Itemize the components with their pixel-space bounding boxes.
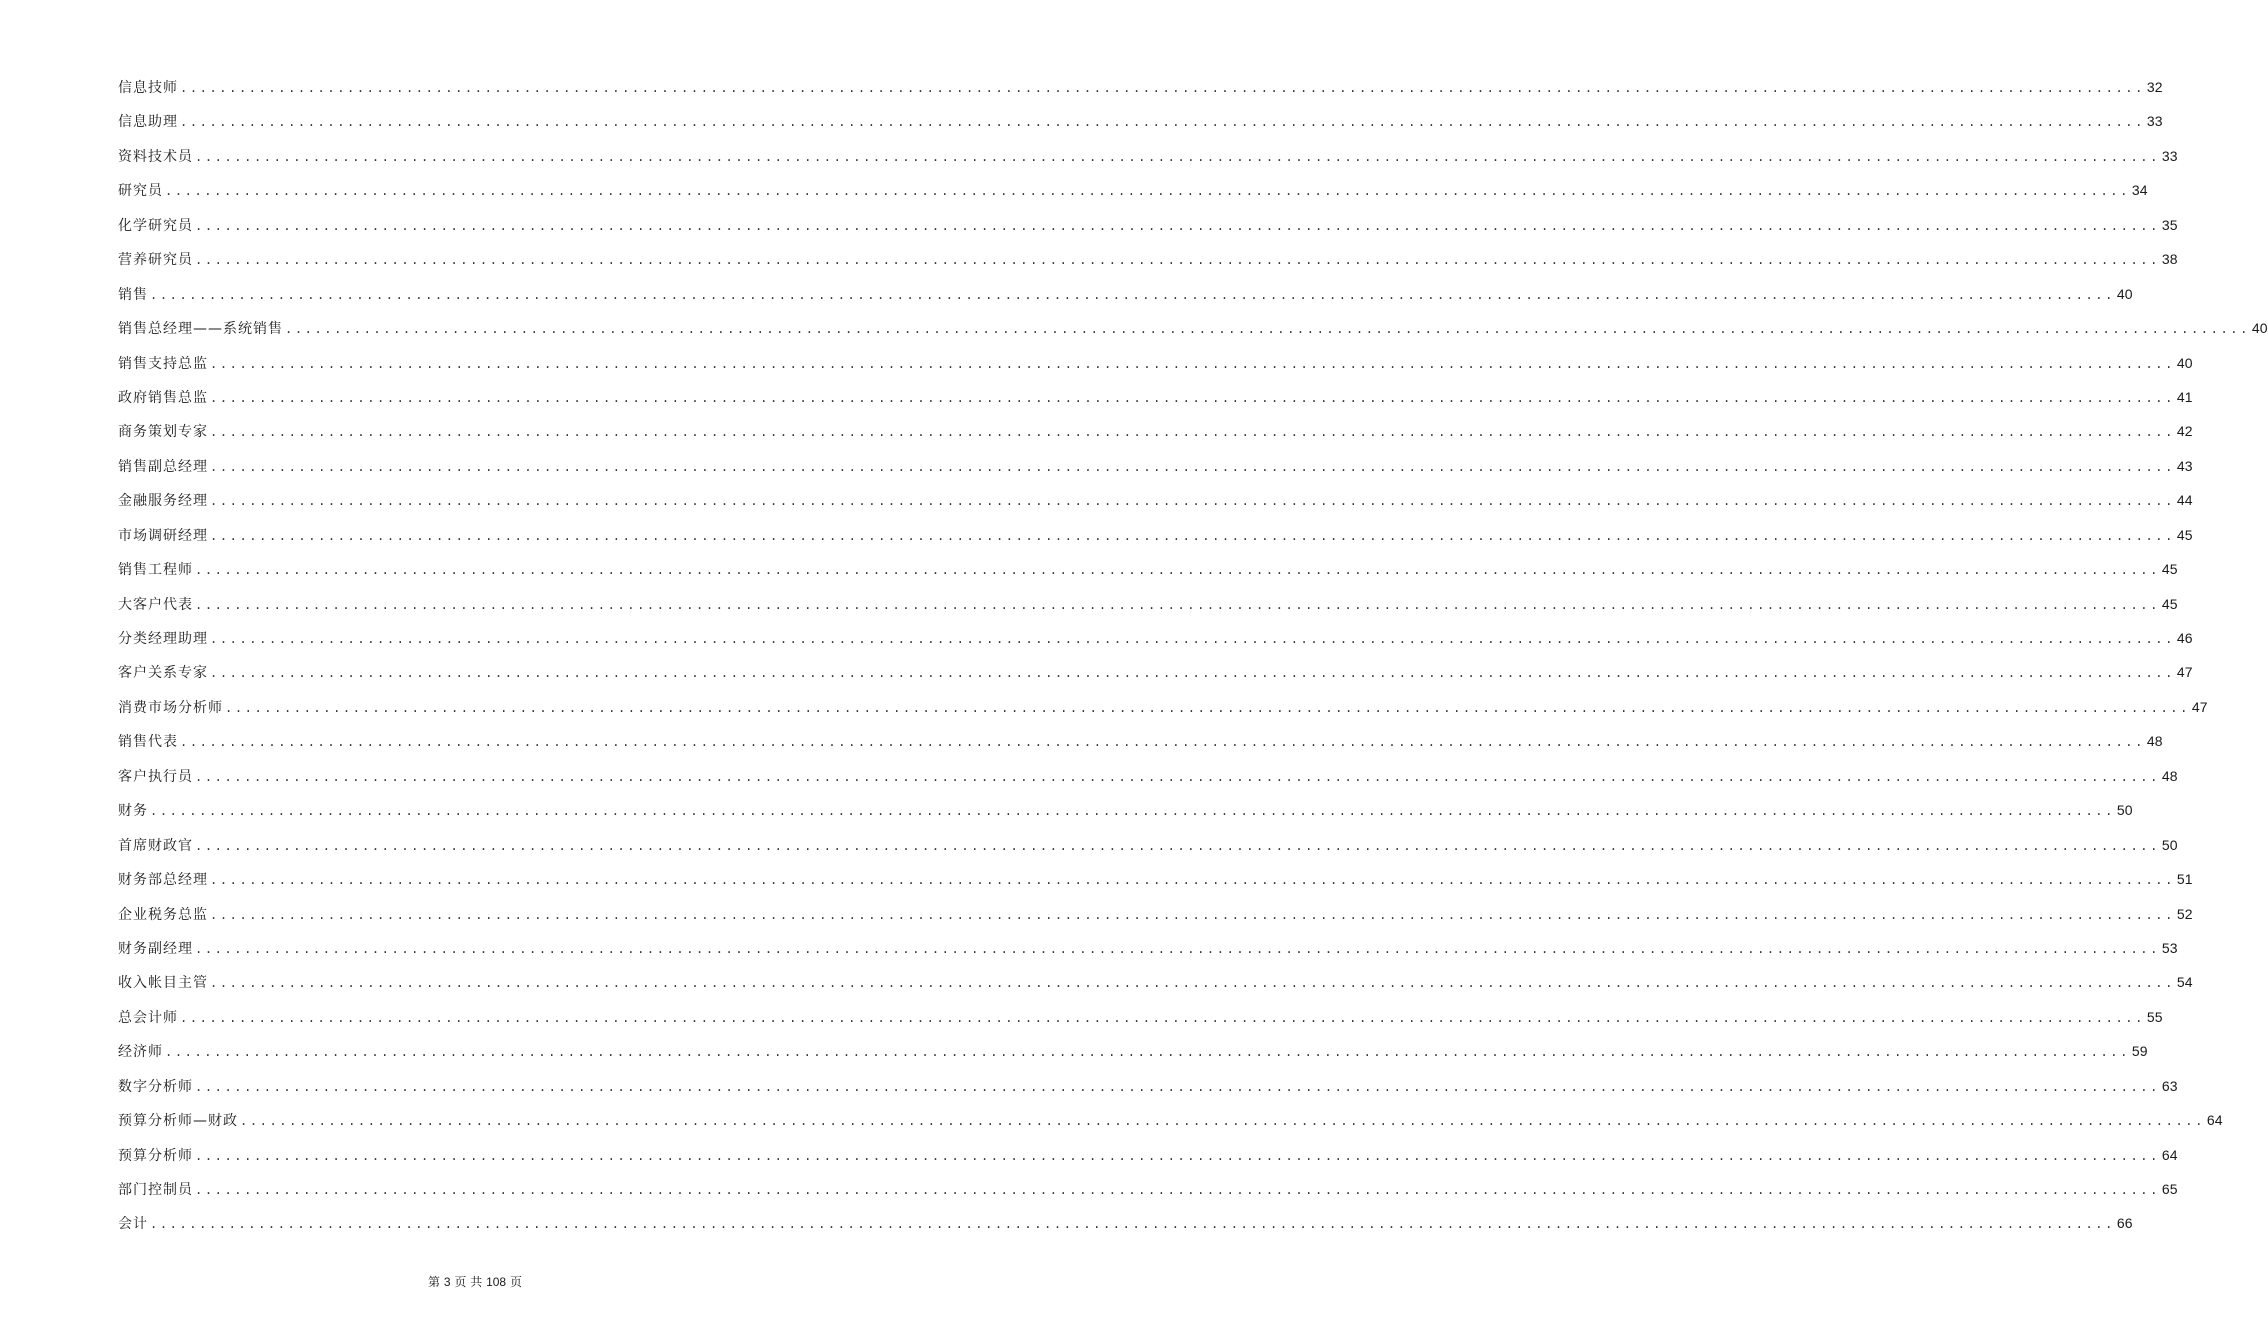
toc-entry-title: 金融服务经理	[118, 493, 208, 510]
toc-entry[interactable]	[118, 901, 2193, 935]
toc-entry-title: 资料技术员	[118, 148, 193, 165]
toc-entry-title: 分类经理助理	[118, 631, 208, 647]
toc-entry[interactable]	[118, 1038, 2148, 1072]
toc-dot-leader: ........................................................................................................................................................................................................	[195, 218, 2160, 233]
toc-dot-leader: ........................................................................................................................................................................................................	[210, 390, 2175, 405]
toc-entry[interactable]	[118, 487, 2193, 521]
toc-entry[interactable]	[118, 246, 2178, 280]
toc-entry-title: 经济师	[118, 1044, 163, 1061]
toc-entry[interactable]	[118, 625, 2193, 659]
toc-entry-page-number: 34	[2131, 182, 2148, 199]
toc-entry-title: 政府销售总监	[118, 389, 208, 406]
toc-dot-leader: ........................................................................................................................................................................................................	[195, 838, 2160, 853]
toc-dot-leader: ........................................................................................................................................................................................................	[210, 425, 2175, 440]
toc-entry-page-number: 59	[2131, 1043, 2148, 1060]
toc-entry[interactable]	[118, 728, 2163, 762]
toc-entry-page-number: 40	[2176, 354, 2193, 371]
toc-entry-title: 客户关系专家	[118, 665, 208, 682]
toc-entry-page-number: 55	[2146, 1008, 2163, 1025]
toc-entry-title: 化学研究员	[118, 217, 193, 234]
toc-entry[interactable]	[118, 1176, 2178, 1210]
toc-dot-leader: ........................................................................................................................................................................................................	[210, 666, 2175, 681]
toc-entry[interactable]	[118, 1142, 2178, 1176]
toc-entry[interactable]	[118, 659, 2193, 693]
footer-page-word: 页	[454, 1275, 467, 1289]
toc-entry-title: 财务	[118, 803, 148, 820]
toc-dot-leader: ........................................................................................................................................................................................................	[165, 1045, 2130, 1060]
toc-dot-leader: ........................................................................................................................................................................................................	[210, 907, 2175, 922]
toc-entry-page-number: 52	[2176, 905, 2193, 922]
toc-dot-leader: ........................................................................................................................................................................................................	[180, 1010, 2145, 1025]
toc-entry[interactable]	[118, 143, 2178, 177]
toc-entry-page-number: 47	[2191, 698, 2208, 715]
toc-dot-leader: ........................................................................................................................................................................................................	[195, 1148, 2160, 1163]
toc-entry-page-number: 64	[2161, 1146, 2178, 1163]
toc-entry-title: 大客户代表	[118, 596, 193, 613]
toc-entry-title: 信息技师	[118, 80, 178, 96]
toc-dot-leader: ........................................................................................................................................................................................................	[195, 253, 2160, 268]
toc-entry-title: 信息助理	[118, 114, 178, 131]
toc-dot-leader: ........................................................................................................................................................................................................	[210, 494, 2175, 509]
toc-entry-title: 研究员	[118, 183, 163, 200]
toc-dot-leader: ........................................................................................................................................................................................................	[210, 873, 2175, 888]
toc-entry-page-number: 50	[2116, 802, 2133, 819]
toc-dot-leader: ........................................................................................................................................................................................................	[225, 700, 2190, 715]
toc-entry-title: 收入帐目主管	[118, 975, 208, 992]
toc-dot-leader: ........................................................................................................................................................................................................	[180, 735, 2145, 750]
toc-entry-title: 预算分析师—财政	[118, 1113, 238, 1130]
toc-entry-page-number: 65	[2161, 1181, 2178, 1197]
toc-entry-title: 销售工程师	[118, 562, 193, 579]
toc-dot-leader: ........................................................................................................................................................................................................	[210, 356, 2175, 371]
toc-entry-page-number: 46	[2176, 630, 2193, 646]
toc-entry-title: 企业税务总监	[118, 906, 208, 923]
toc-entry-title: 总会计师	[118, 1009, 178, 1026]
toc-entry-page-number: 43	[2176, 457, 2193, 474]
toc-entry-page-number: 48	[2161, 767, 2178, 784]
toc-entry[interactable]	[118, 832, 2178, 866]
toc-entry-page-number: 48	[2146, 733, 2163, 750]
toc-entry-page-number: 33	[2161, 147, 2178, 164]
toc-entry[interactable]	[118, 1073, 2178, 1107]
toc-dot-leader: ........................................................................................................................................................................................................	[195, 941, 2160, 956]
toc-entry[interactable]	[118, 350, 2193, 384]
toc-entry-page-number: 45	[2176, 526, 2193, 543]
toc-entry-page-number: 35	[2161, 216, 2178, 233]
toc-entry-page-number: 47	[2176, 664, 2193, 681]
toc-dot-leader: ........................................................................................................................................................................................................	[210, 632, 2175, 646]
toc-entry-title: 销售总经理——系统销售	[118, 321, 283, 338]
toc-entry[interactable]	[118, 935, 2178, 969]
footer-current-page: 3	[443, 1275, 451, 1289]
toc-entry-title: 商务策划专家	[118, 424, 208, 441]
toc-dot-leader: ........................................................................................................................................................................................................	[180, 115, 2145, 130]
toc-entry-page-number: 66	[2116, 1215, 2133, 1232]
toc-entry[interactable]	[118, 556, 2178, 590]
toc-dot-leader: ........................................................................................................................................................................................................	[150, 287, 2115, 302]
toc-entry-title: 销售副总经理	[118, 458, 208, 475]
toc-entry-page-number: 45	[2161, 595, 2178, 612]
toc-entry-page-number: 42	[2176, 423, 2193, 440]
toc-dot-leader: ........................................................................................................................................................................................................	[165, 184, 2130, 199]
footer-suffix: 页	[509, 1275, 522, 1289]
table-of-contents	[118, 74, 2268, 1245]
toc-entry-title: 客户执行员	[118, 768, 193, 785]
toc-dot-leader: ........................................................................................................................................................................................................	[195, 563, 2160, 578]
toc-entry-page-number: 40	[2116, 285, 2133, 302]
toc-entry-page-number: 44	[2176, 492, 2193, 509]
toc-entry-title: 消费市场分析师	[118, 699, 223, 716]
toc-entry-page-number: 38	[2161, 251, 2178, 268]
toc-entry[interactable]	[118, 591, 2178, 625]
toc-entry-page-number: 33	[2146, 113, 2163, 130]
page-footer	[0, 1273, 950, 1290]
toc-dot-leader: ........................................................................................................................................................................................................	[150, 804, 2115, 819]
toc-dot-leader: ........................................................................................................................................................................................................	[180, 81, 2145, 95]
toc-entry-page-number: 53	[2161, 939, 2178, 956]
toc-entry[interactable]	[118, 315, 2268, 349]
toc-dot-leader: ........................................................................................................................................................................................................	[195, 769, 2160, 784]
footer-prefix: 第	[428, 1275, 441, 1289]
toc-entry[interactable]	[118, 866, 2193, 900]
toc-dot-leader: ........................................................................................................................................................................................................	[195, 1183, 2160, 1197]
toc-entry-page-number: 41	[2176, 388, 2193, 405]
toc-entry[interactable]	[118, 1004, 2163, 1038]
toc-entry-page-number: 40	[2251, 320, 2268, 337]
toc-entry[interactable]	[118, 74, 2163, 108]
toc-entry-page-number: 50	[2161, 836, 2178, 853]
toc-entry-title: 会计	[118, 1216, 148, 1233]
toc-entry-title: 部门控制员	[118, 1182, 193, 1198]
toc-entry[interactable]	[118, 797, 2133, 831]
toc-entry-page-number: 64	[2206, 1112, 2223, 1129]
toc-entry-title: 首席财政官	[118, 837, 193, 854]
toc-entry-title: 销售	[118, 286, 148, 303]
toc-entry-title: 财务部总经理	[118, 872, 208, 889]
toc-dot-leader: ........................................................................................................................................................................................................	[210, 976, 2175, 991]
toc-entry[interactable]	[118, 108, 2163, 142]
toc-entry[interactable]	[118, 694, 2208, 728]
toc-entry[interactable]	[118, 281, 2133, 315]
toc-entry[interactable]	[118, 384, 2193, 418]
toc-entry[interactable]	[118, 418, 2193, 452]
toc-entry[interactable]	[118, 763, 2178, 797]
toc-entry-title: 营养研究员	[118, 252, 193, 269]
toc-dot-leader: ........................................................................................................................................................................................................	[240, 1114, 2205, 1129]
toc-entry-title: 财务副经理	[118, 940, 193, 957]
toc-entry[interactable]	[118, 969, 2193, 1003]
toc-entry-title: 销售代表	[118, 734, 178, 751]
toc-dot-leader: ........................................................................................................................................................................................................	[195, 149, 2160, 164]
toc-entry[interactable]	[118, 212, 2178, 246]
footer-total-word: 共	[470, 1275, 483, 1289]
toc-dot-leader: ........................................................................................................................................................................................................	[195, 1079, 2160, 1094]
toc-entry-page-number: 51	[2176, 871, 2193, 888]
toc-dot-leader: ........................................................................................................................................................................................................	[285, 322, 2250, 337]
toc-entry[interactable]	[118, 522, 2193, 556]
toc-entry-page-number: 45	[2161, 561, 2178, 578]
footer-total-pages: 108	[486, 1275, 507, 1289]
toc-entry-title: 销售支持总监	[118, 355, 208, 372]
toc-dot-leader: ........................................................................................................................................................................................................	[195, 597, 2160, 612]
toc-dot-leader: ........................................................................................................................................................................................................	[210, 459, 2175, 474]
toc-entry-page-number: 63	[2161, 1077, 2178, 1094]
toc-entry-title: 预算分析师	[118, 1147, 193, 1164]
toc-entry-title: 市场调研经理	[118, 527, 208, 544]
toc-entry-title: 数字分析师	[118, 1078, 193, 1095]
toc-dot-leader: ........................................................................................................................................................................................................	[150, 1217, 2115, 1232]
toc-entry-page-number: 54	[2176, 974, 2193, 991]
toc-entry[interactable]	[118, 1107, 2223, 1141]
toc-entry[interactable]	[118, 453, 2193, 487]
toc-entry[interactable]	[118, 177, 2148, 211]
toc-entry-page-number: 32	[2146, 79, 2163, 95]
toc-entry[interactable]	[118, 1210, 2133, 1244]
toc-dot-leader: ........................................................................................................................................................................................................	[210, 528, 2175, 543]
